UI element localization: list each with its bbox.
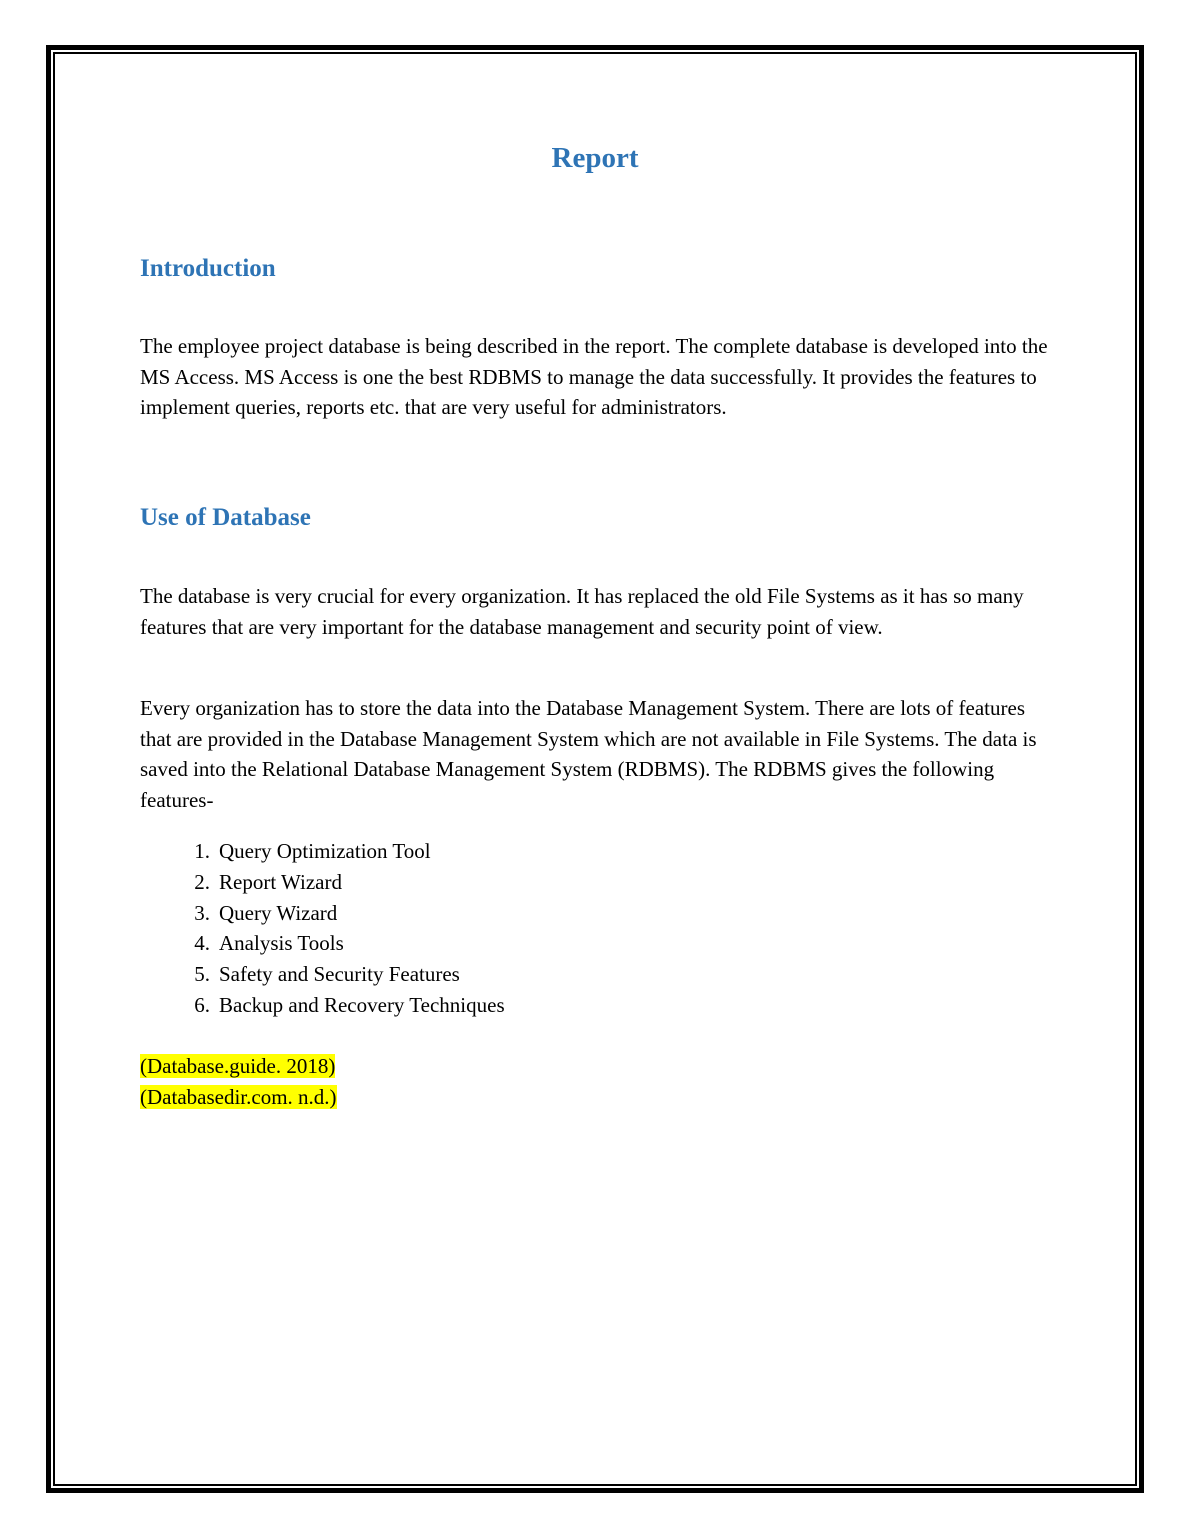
list-item-text: Query Optimization Tool xyxy=(219,839,431,863)
reference-citation xyxy=(140,1082,337,1113)
feature-list xyxy=(140,836,505,1021)
introduction-paragraph: The employee project database is being described in the report. The complete database is developed into the MS Access. MS Access is one the best RDBMS to manage the data successfully. It provides the features to implement queries, reports etc. that are very useful for administrators. xyxy=(140,334,1048,420)
list-item-number: 5. xyxy=(194,962,210,987)
use-of-database-paragraph-2: Every organization has to store the data into the Database Management System. There are lots of features that are provided in the Database Management System which are not available in File Systems. The data is saved into the Relational Database Management System (RDBMS). The RDBMS gives the following features- xyxy=(140,696,1037,813)
list-item-number: 3. xyxy=(194,900,210,925)
reference-citation xyxy=(140,1051,337,1082)
list-item-text: Backup and Recovery Techniques xyxy=(219,992,505,1017)
list-item-number: 6. xyxy=(194,992,210,1017)
references xyxy=(140,1051,337,1113)
reference-text: (Databasedir.com. n.d.) xyxy=(140,1084,337,1109)
reference-text: (Database.guide. 2018) xyxy=(140,1054,336,1078)
section-heading-use-of-database: Use of Database xyxy=(140,504,311,531)
list-item-text: Safety and Security Features xyxy=(219,962,460,987)
list-item xyxy=(140,836,505,867)
list-item-number: 2. xyxy=(194,869,210,894)
list-item xyxy=(140,959,505,990)
list-item xyxy=(140,898,505,929)
section-heading-introduction: Introduction xyxy=(140,255,276,282)
list-item xyxy=(140,867,505,898)
list-item-number: 4. xyxy=(194,931,210,956)
page-title: Report xyxy=(551,142,639,174)
list-item xyxy=(140,990,505,1021)
use-of-database-paragraph-1: The database is very crucial for every organization. It has replaced the old File Systems as it has so many features that are very important for the database management and security point of view. xyxy=(140,584,1024,639)
list-item-text: Query Wizard xyxy=(219,900,338,925)
list-item-text: Analysis Tools xyxy=(219,931,344,956)
list-item xyxy=(140,928,505,959)
list-item-number: 1. xyxy=(194,839,210,863)
list-item-text: Report Wizard xyxy=(219,869,342,894)
